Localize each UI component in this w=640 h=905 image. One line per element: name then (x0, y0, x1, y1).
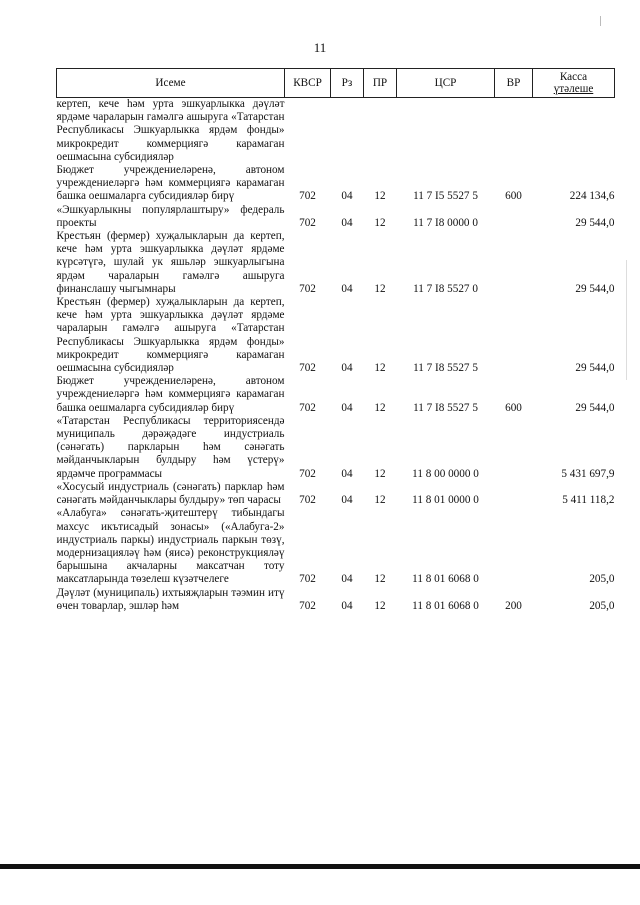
row-csr: 11 8 01 6068 0 (412, 573, 479, 586)
row-amount: 5 431 697,9 (561, 467, 615, 480)
row-pr: 12 (374, 467, 386, 480)
row-name: «Татарстан Республикасы территориясендә муниципаль дәрәҗәдәге индустриаль (сәнәгать) паркларын һәм сәнәгать мәйданчыкларын булдыру һәм үстерү» ярдәмче программасы (56, 414, 285, 480)
row-csr: 11 7 I8 0000 0 (413, 216, 478, 229)
row-rz: 04 (341, 494, 353, 507)
page-number: 11 (313, 40, 327, 55)
column-header-kassa (533, 69, 615, 98)
row-name: Крестьян (фермер) хуҗалыкларын да кертеп, кече һәм урта эшкуарлыкка дәүләт ярдәме чараларын гамәлгә ашыруга «Татарстан Республикасы Эшкуарлыкка ярдәм фонды» микрокредит коммерциягә карамаган оешмасына субсидияләр (56, 296, 285, 375)
row-vr: 200 (505, 599, 522, 612)
row-kvsr: 702 (299, 494, 316, 507)
row-kvsr: 702 (299, 467, 316, 480)
row-csr: 11 7 I8 5527 5 (413, 362, 478, 375)
scan-artifact-right (626, 260, 627, 380)
row-vr (495, 98, 533, 165)
row-csr: 11 8 00 0000 0 (412, 467, 479, 480)
row-kvsr: 702 (299, 573, 316, 586)
column-header-vr: ВР (495, 69, 533, 98)
row-name: «Алабуга» сәнәгать-җитештерү тибындагы махсус икътисадый зонасы» («Алабуга-2» индустриаль паркы) индустриаль паркын төзү, модернизацияләү һәм (яисә) реконструкцияләү барышына акчаларны максатчан тоту максатларында төзелеш күзәтчелеге (56, 507, 285, 586)
row-amount: 29 544,0 (575, 282, 615, 295)
table-row (57, 507, 615, 586)
row-pr: 12 (374, 216, 386, 229)
table-row (57, 164, 615, 204)
row-pr: 12 (374, 401, 386, 414)
row-vr (495, 296, 533, 375)
table-row (57, 230, 615, 296)
row-vr (495, 481, 533, 507)
row-name: Крестьян (фермер) хуҗалыкларын да кертеп, кече һәм урта эшкуарлыкка дәүләт ярдәме күрсәтүгә, шулай ук яшьләр эшкуарлыгына ярдәм чараларын гамәлгә ашыруга финанслашу чыгымнары (56, 230, 285, 295)
row-pr (364, 98, 397, 165)
column-header-pr: ПР (364, 69, 397, 98)
row-amount: 29 544,0 (575, 401, 615, 414)
row-kvsr: 702 (299, 362, 316, 375)
row-csr: 11 7 I8 5527 5 (413, 401, 478, 414)
row-rz: 04 (341, 216, 353, 229)
row-kvsr: 702 (299, 282, 316, 295)
row-csr: 11 8 01 6068 0 (412, 599, 479, 612)
row-pr: 12 (374, 190, 386, 203)
row-pr: 12 (374, 282, 386, 295)
row-rz: 04 (341, 573, 353, 586)
column-header-rz: Рз (331, 69, 364, 98)
budget-table (56, 68, 615, 613)
row-vr (495, 415, 533, 481)
row-name: «Эшкуарлыкны популярлаштыру» федераль проекты (56, 203, 285, 229)
scan-artifact-top (600, 16, 601, 26)
row-pr: 12 (374, 362, 386, 375)
row-pr: 12 (374, 599, 386, 612)
row-kvsr: 702 (299, 599, 316, 612)
row-amount: 29 544,0 (575, 216, 615, 229)
row-pr: 12 (374, 573, 386, 586)
row-name: «Хосусый индустриаль (сәнәгать) парклар һәм сәнәгать мәйданчыклары булдыру» төп чарасы (56, 480, 285, 507)
column-header-name: Исеме (57, 69, 285, 98)
row-vr (495, 507, 533, 586)
column-header-kvsr: КВСР (285, 69, 331, 98)
kassa-header-line2: үтәлеше (553, 83, 594, 95)
table-row (57, 296, 615, 375)
row-rz: 04 (341, 599, 353, 612)
row-csr: 11 7 I5 5527 5 (413, 190, 478, 203)
kassa-header-line1: Касса (559, 71, 588, 83)
table-header (57, 69, 615, 98)
row-vr: 600 (505, 401, 522, 414)
row-csr: 11 7 I8 5527 0 (413, 282, 478, 295)
row-kvsr: 702 (299, 190, 316, 203)
row-kvsr: 702 (299, 216, 316, 229)
row-name: кертеп, кече һәм урта эшкуарлыкка дәүләт ярдәме чараларын гамәлгә ашыруга «Татарстан Республикасы Эшкуарлыкка ярдәм фонды» микрокредит коммерциягә карамаган оешмасына субсидияләр (56, 98, 285, 163)
row-name: Бюджет учреждениеләренә, автоном учреждениеләргә һәм коммерциягә карамаган башка оешмаларга субсидияләр бирү (56, 164, 285, 203)
row-name: Бюджет учреждениеләренә, автоном учреждениеләргә һәм коммерциягә карамаган башка оешмаларга субсидияләр бирү (56, 375, 285, 414)
scan-bottom-bar (0, 864, 640, 869)
row-amount: 5 411 118,2 (562, 494, 615, 507)
row-vr: 600 (505, 190, 522, 203)
table-row (57, 481, 615, 507)
row-rz: 04 (341, 282, 353, 295)
row-amount: 29 544,0 (575, 362, 615, 375)
table-row (57, 375, 615, 415)
row-csr (397, 98, 495, 165)
row-amount (533, 98, 615, 165)
row-rz: 04 (341, 467, 353, 480)
table-row (57, 204, 615, 230)
table-row (57, 587, 615, 613)
row-amount: 224 134,6 (569, 190, 615, 203)
row-rz: 04 (341, 401, 353, 414)
row-vr (495, 204, 533, 230)
row-amount: 205,0 (589, 599, 615, 612)
table-row (57, 415, 615, 481)
row-kvsr (285, 98, 331, 165)
row-vr (495, 230, 533, 296)
row-name: Дәүләт (муниципаль) ихтыяҗларын тәэмин итү өчен товарлар, эшләр һәм (56, 586, 285, 612)
table-row (57, 98, 615, 165)
row-amount: 205,0 (589, 573, 615, 586)
row-pr: 12 (374, 494, 386, 507)
row-csr: 11 8 01 0000 0 (412, 494, 479, 507)
column-header-csr: ЦСР (397, 69, 495, 98)
row-rz: 04 (341, 362, 353, 375)
row-rz (331, 98, 364, 165)
table-body (57, 98, 615, 613)
row-kvsr: 702 (299, 401, 316, 414)
row-rz: 04 (341, 190, 353, 203)
